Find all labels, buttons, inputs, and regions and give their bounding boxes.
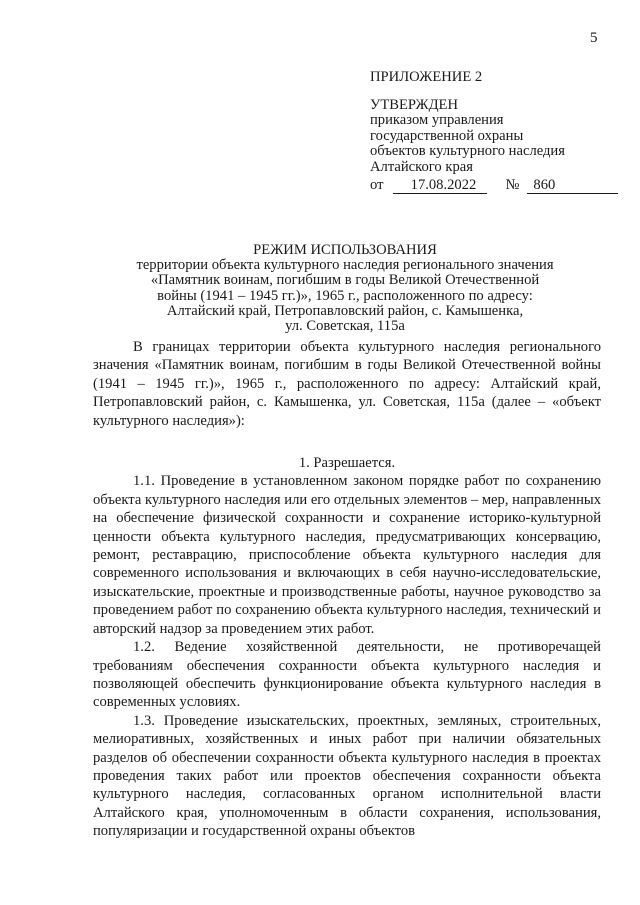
appendix-label: ПРИЛОЖЕНИЕ 2 <box>370 69 483 85</box>
page-number: 5 <box>590 30 598 46</box>
document-title: РЕЖИМ ИСПОЛЬЗОВАНИЯ <box>253 242 437 258</box>
approval-line: государственной охраны <box>370 127 524 144</box>
document-heading <box>110 243 580 334</box>
list-item <box>93 712 601 841</box>
heading-line: Алтайский край, Петропавловский район, с. Камышенка, <box>166 302 524 319</box>
intro-paragraph: В границах территории объекта культурного наследия регионального значения «Памятник воинам, погибшим в годы Великой Отечественной войны (1941 – 1945 гг.)», 1965 г., расположенного по адресу: Алтайский край, Петропавловский район, с. Камышенка, ул. Советская, 115а (далее – «объект культурного наследия»): <box>93 339 601 429</box>
approval-block <box>370 70 620 194</box>
heading-line: «Памятник воинам, погибшим в годы Великой Отечественной <box>150 272 540 289</box>
order-line <box>370 177 620 194</box>
heading-line: территории объекта культурного наследия регионального значения <box>136 257 554 274</box>
item-text: Ведение хозяйственной деятельности, не противоречащей требованиям обеспечения сохранности объекта культурного наследия и позволяющей обеспечить функционирование объекта культурного наследия в современных условиях. <box>93 639 601 711</box>
approval-line: приказом управления <box>370 112 504 128</box>
heading-line: войны (1941 – 1945 гг.)», 1965 г., расположенного по адресу: <box>157 287 533 304</box>
order-date-prefix: от <box>370 177 384 193</box>
section-title: 1. Разрешается. <box>298 455 396 472</box>
item-number: 1.2. <box>133 639 155 656</box>
approved-label: УТВЕРЖДЕН <box>370 96 458 113</box>
item-number: 1.1. <box>133 473 155 490</box>
order-number: 860 <box>527 177 618 194</box>
document-body <box>93 338 601 841</box>
order-number-prefix: № <box>505 177 520 193</box>
heading-line: ул. Советская, 115а <box>285 318 405 335</box>
list-item <box>93 472 601 638</box>
item-number: 1.3. <box>133 712 155 729</box>
approval-line: объектов культурного наследия <box>370 143 565 159</box>
item-text: Проведение изыскательских, проектных, земляных, строительных, мелиоративных, хозяйственных и иных работ при наличии обязательных разделов об обеспечении сохранности объекта культурного наследия в проектах проведения таких работ или проектов обеспечения сохранности объекта культурного наследия, согласованных органом исполнительной власти Алтайского края, уполномоченным в области сохранения, использования, популяризации и государственной охраны объектов <box>93 712 601 840</box>
order-date: 17.08.2022 <box>393 177 487 194</box>
approval-line: Алтайского края <box>370 158 473 175</box>
list-item <box>93 638 601 712</box>
item-text: Проведение в установленном законом порядке работ по сохранению объекта культурного наследия или его отдельных элементов – мер, направленных на обеспечение физической сохранности и сохранение историко-культурной ценности объекта культурного наследия, предусматривающих консервацию, ремонт, реставрацию, приспособление объекта культурного наследия для современного использования и включающих в себя научно-исследовательские, изыскательские, проектные и производственные работы, научное руководство за проведением работ по сохранению объекта культурного наследия, технический и авторский надзор за проведением этих работ. <box>93 473 601 637</box>
